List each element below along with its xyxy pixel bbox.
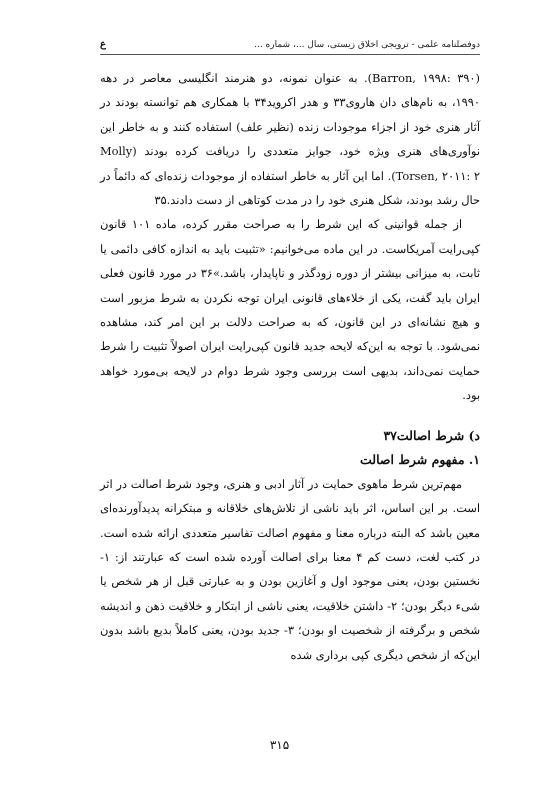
page-number: ۳۱۵ (269, 738, 290, 752)
paragraph-2: از جمله قوانینی که این شرط را به صراحت مقرر کرده، ماده ۱۰۱ قانون کپی‌رایت آمریکاست. در این ماده می‌خوانیم: «تثبیت باید به اندازه کافی دائمی یا ثابت، به میزانی بیشتر از دوره زودگذر و ناپایدار، باشد.»۳۶ در مورد قانون فعلی ایران باید گفت، یکی از خلاءهای قانونی ایران توجه نکردن به شرط مزبور است و هیچ نشانه‌ای در این قانون، که به صراحت دلالت بر این امر کند، مشاهده نمی‌شود. با توجه به این‌که لایحه جدید قانون کپی‌رایت ایران اصولاً تثبیت را شرط حمایت نمی‌داند، بدیهی است بررسی وجود شرط دوام در لایحه بی‌مورد خواهد بود. (100, 217, 481, 403)
running-header (100, 40, 480, 55)
body-text (100, 66, 480, 667)
subsection-heading: ۱. مفهوم شرط اصالت (359, 451, 480, 467)
section-heading: د) شرط اصالت۳۷ (383, 427, 480, 443)
journal-title: دوفصلنامه علمی - ترویجی اخلاق زیستی، سال ...، شماره ... (254, 40, 480, 50)
header-mark: ع (100, 39, 106, 50)
paragraph-1: (Barron, ۱۹۹۸: ۳۹۰). به عنوان نمونه، دو هنرمند انگلیسی معاصر در دهه ۱۹۹۰، به نام‌های دان هاروی۳۳ و هدر اکروید۳۴ با همکاری هم توانسته بودند در آثار هنری خود از اجزاء موجودات زنده (نظیر علف) استفاده کنند و به خاطر این نوآوری‌های هنری ویژه خود، جوایز متعددی را دریافت کرده بودند (Molly Torsen, ۲۰۱۱: ۲). اما این آثار به خاطر استفاده از موجودات زنده‌ای که دائماً در حال رشد بودند، شکل هنری خود را در مدت کوتاهی از دست دادند.۳۵ (100, 71, 481, 208)
paragraph-3: مهم‌ترین شرط ماهوی حمایت در آثار ادبی و هنری، وجود شرط اصالت در اثر است. بر این اساس، اثر باید ناشی از تلاش‌های خلاقانه و مبتکرانه پدیدآورنده‌ای معین باشد که البته درباره معنا و مفهوم اصالت تفاسیر متعددی ارائه شده است. در کتب لغت، دست کم ۴ معنا برای اصالت آورده شده است که عبارتند از: ۱- نخستین بودن، یعنی موجود اول و آغازین بودن و به عبارتی قبل از هر شخص یا شیء دیگر بودن؛ ۲- داشتن خلاقیت، یعنی ناشی از ابتکار و خلاقیت ذهن و اندیشه شخص و برگرفته از شخصیت او بودن؛ ۳- جدید بودن، یعنی کاملاً بدیع باشد بدون این‌که از شخص دیگری کپی برداری شده (100, 476, 481, 662)
